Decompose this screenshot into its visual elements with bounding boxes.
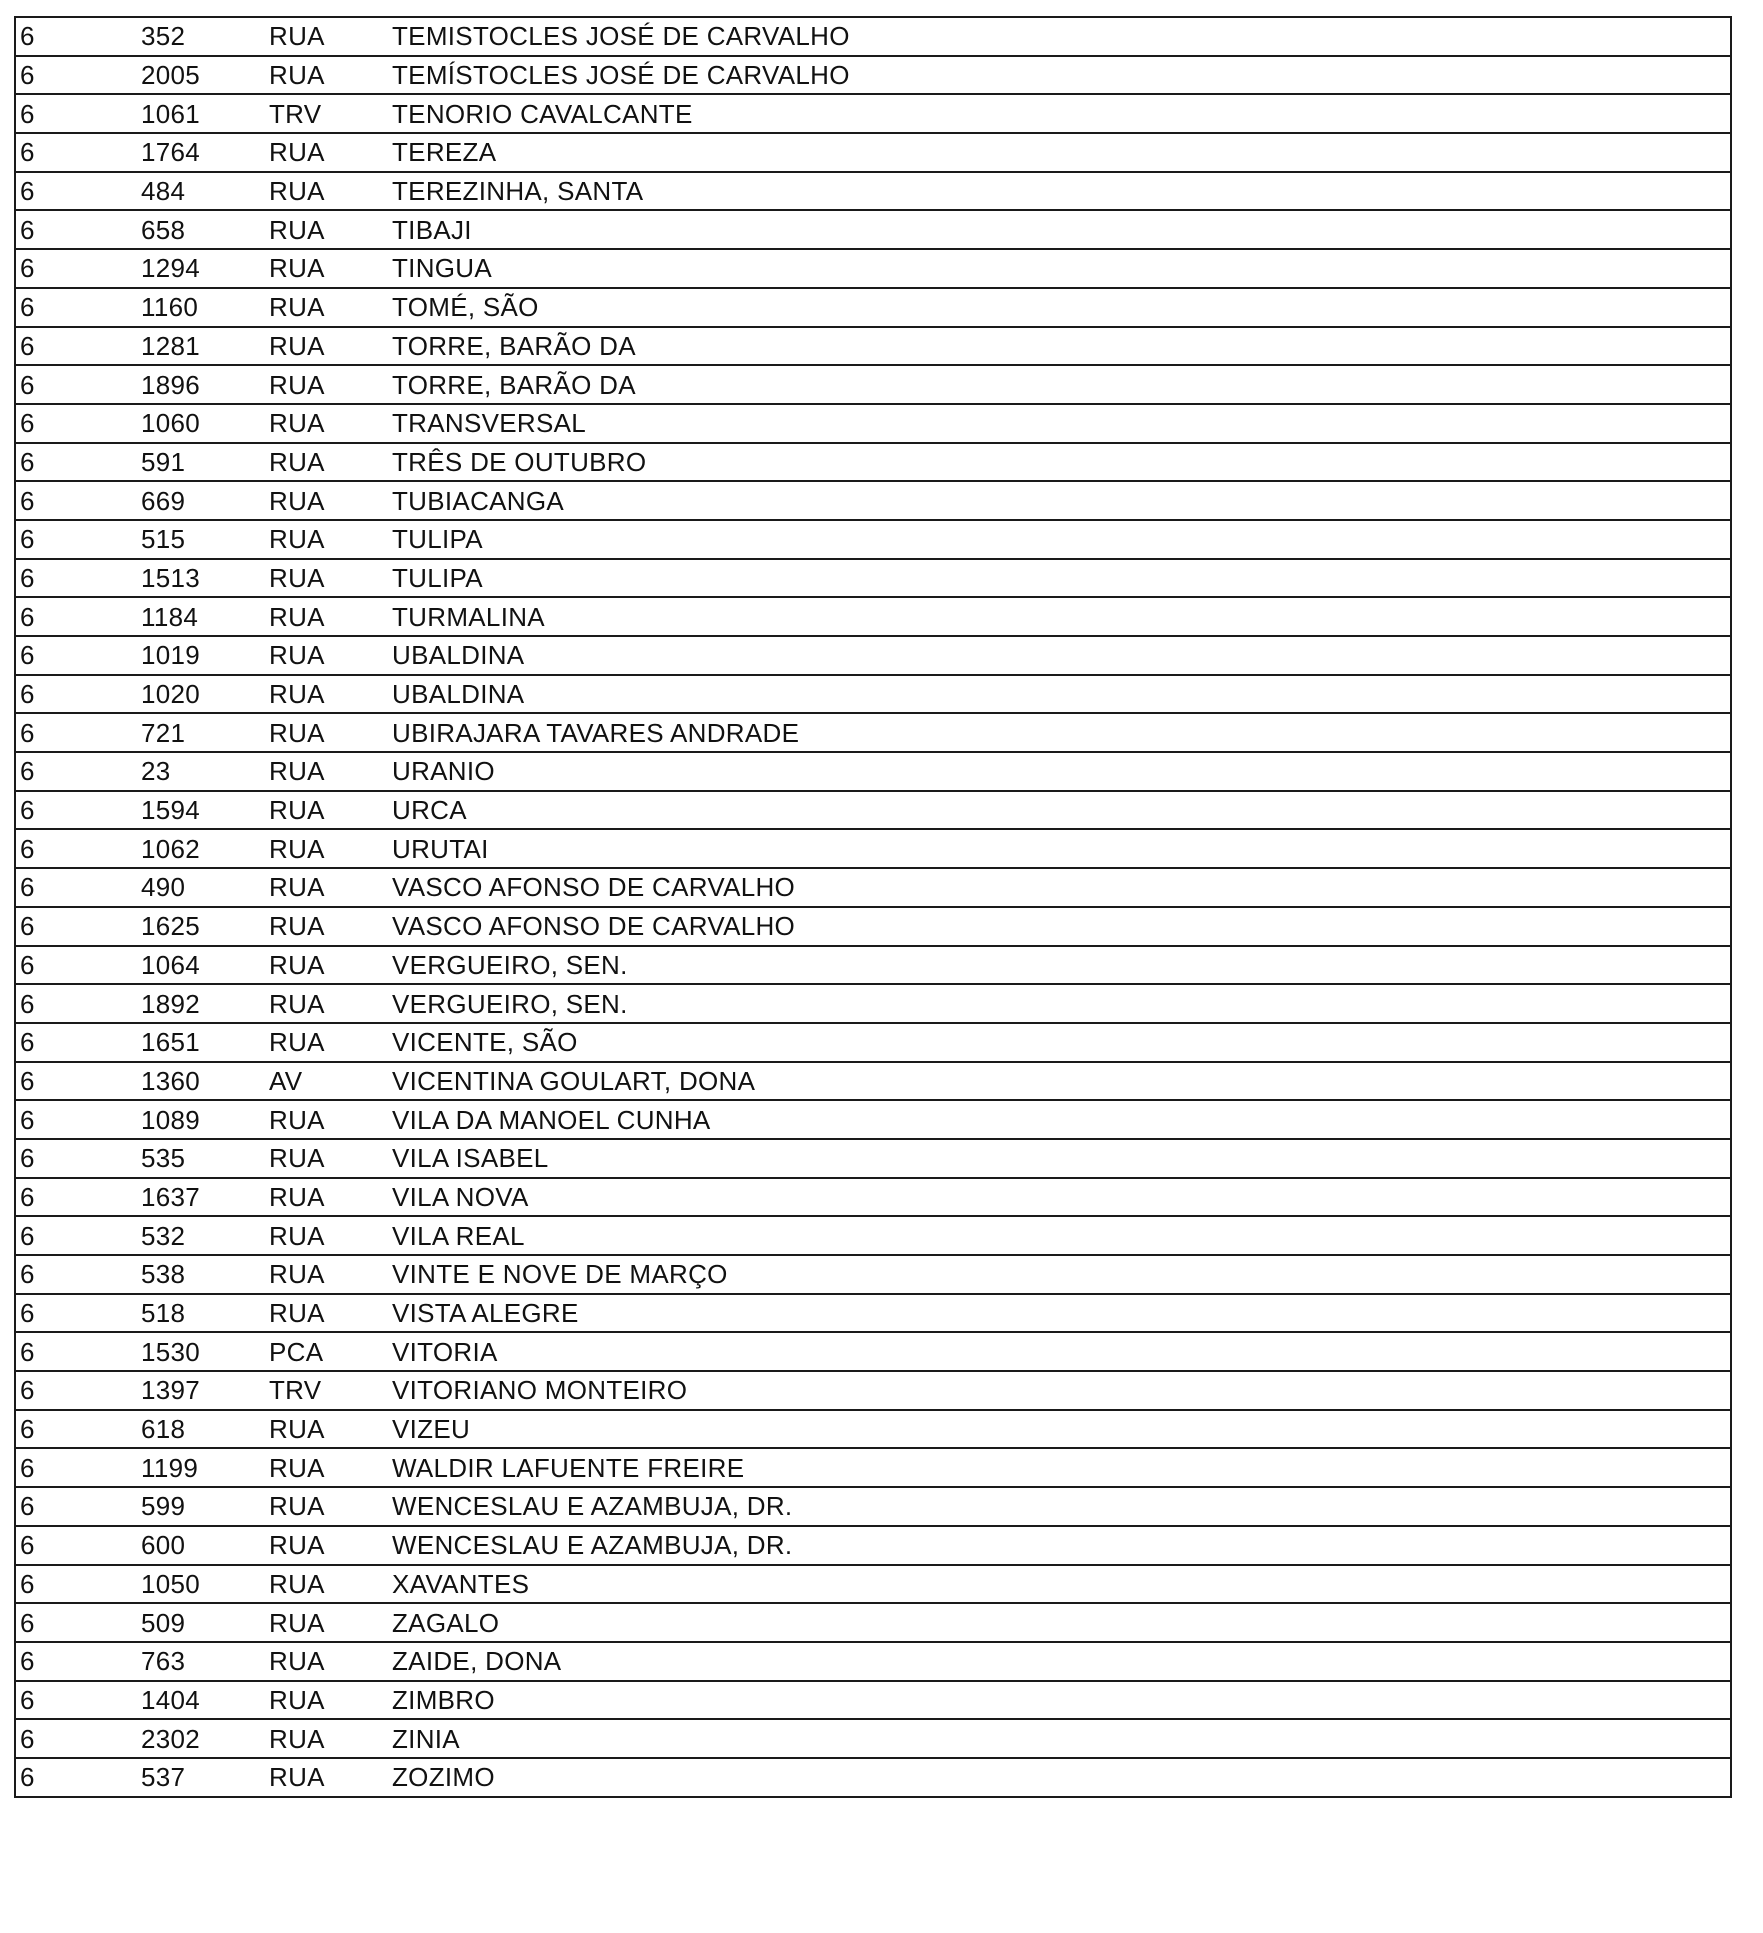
name-cell: WENCESLAU E AZAMBUJA, DR.	[392, 1491, 793, 1522]
name-cell: VICENTE, SÃO	[392, 1027, 578, 1058]
code-cell: 518	[141, 1298, 186, 1329]
type-cell: RUA	[269, 911, 325, 942]
code-cell: 23	[141, 756, 171, 787]
table-row	[16, 714, 1730, 753]
type-cell: RUA	[269, 21, 325, 52]
code-cell: 1404	[141, 1684, 201, 1715]
name-cell: VINTE E NOVE DE MARÇO	[392, 1259, 728, 1290]
name-cell: VERGUEIRO, SEN.	[392, 988, 628, 1019]
code-cell: 537	[141, 1762, 186, 1793]
type-cell: RUA	[269, 1104, 325, 1135]
table-row	[16, 1063, 1730, 1102]
table-row	[16, 1488, 1730, 1527]
name-cell: TEMISTOCLES JOSÉ DE CARVALHO	[392, 21, 850, 52]
code-cell: 352	[141, 21, 186, 52]
code-cell: 1764	[141, 137, 201, 168]
code-cell: 515	[141, 524, 186, 555]
table-row	[16, 211, 1730, 250]
name-cell: TUBIACANGA	[392, 485, 565, 516]
type-cell: RUA	[269, 1452, 325, 1483]
table-row	[16, 792, 1730, 831]
code-cell: 1050	[141, 1568, 201, 1599]
type-cell: RUA	[269, 833, 325, 864]
type-cell: RUA	[269, 253, 325, 284]
zone-cell: 6	[20, 1143, 35, 1174]
type-cell: RUA	[269, 795, 325, 826]
table-row	[16, 869, 1730, 908]
zone-cell: 6	[20, 1027, 35, 1058]
code-cell: 1064	[141, 949, 201, 980]
type-cell: RUA	[269, 1646, 325, 1677]
name-cell: VITORIA	[392, 1336, 498, 1367]
type-cell: RUA	[269, 1762, 325, 1793]
table-row	[16, 57, 1730, 96]
code-cell: 763	[141, 1646, 186, 1677]
table-row	[16, 1140, 1730, 1179]
name-cell: ZAGALO	[392, 1607, 500, 1638]
type-cell: RUA	[269, 1298, 325, 1329]
table-row	[16, 598, 1730, 637]
name-cell: VERGUEIRO, SEN.	[392, 949, 628, 980]
code-cell: 490	[141, 872, 186, 903]
code-cell: 535	[141, 1143, 186, 1174]
code-cell: 1019	[141, 640, 201, 671]
zone-cell: 6	[20, 1491, 35, 1522]
zone-cell: 6	[20, 1181, 35, 1212]
table-row	[16, 560, 1730, 599]
name-cell: TEREZA	[392, 137, 497, 168]
code-cell: 600	[141, 1530, 186, 1561]
zone-cell: 6	[20, 1530, 35, 1561]
zone-cell: 6	[20, 1684, 35, 1715]
table-row	[16, 676, 1730, 715]
zone-cell: 6	[20, 1568, 35, 1599]
table-row	[16, 173, 1730, 212]
zone-cell: 6	[20, 1646, 35, 1677]
table-row	[16, 250, 1730, 289]
type-cell: RUA	[269, 1723, 325, 1754]
type-cell: RUA	[269, 1568, 325, 1599]
name-cell: TORRE, BARÃO DA	[392, 330, 636, 361]
zone-cell: 6	[20, 872, 35, 903]
code-cell: 1360	[141, 1065, 201, 1096]
table-row	[16, 482, 1730, 521]
zone-cell: 6	[20, 1065, 35, 1096]
zone-cell: 6	[20, 640, 35, 671]
type-cell: RUA	[269, 60, 325, 91]
zone-cell: 6	[20, 1607, 35, 1638]
table-row	[16, 908, 1730, 947]
type-cell: RUA	[269, 1684, 325, 1715]
table-row	[16, 1179, 1730, 1218]
table-row	[16, 134, 1730, 173]
code-cell: 1651	[141, 1027, 201, 1058]
code-cell: 509	[141, 1607, 186, 1638]
zone-cell: 6	[20, 292, 35, 323]
code-cell: 1160	[141, 292, 199, 323]
code-cell: 1020	[141, 679, 201, 710]
type-cell: RUA	[269, 408, 325, 439]
zone-cell: 6	[20, 524, 35, 555]
code-cell: 484	[141, 176, 186, 207]
name-cell: TURMALINA	[392, 601, 545, 632]
table-row	[16, 947, 1730, 986]
name-cell: TOMÉ, SÃO	[392, 292, 539, 323]
type-cell: RUA	[269, 330, 325, 361]
table-row	[16, 444, 1730, 483]
table-row	[16, 405, 1730, 444]
table-row	[16, 1372, 1730, 1411]
table-row	[16, 1720, 1730, 1759]
zone-cell: 6	[20, 562, 35, 593]
code-cell: 1896	[141, 369, 201, 400]
type-cell: RUA	[269, 1491, 325, 1522]
code-cell: 538	[141, 1259, 186, 1290]
zone-cell: 6	[20, 1104, 35, 1135]
table-row	[16, 1333, 1730, 1372]
zone-cell: 6	[20, 485, 35, 516]
type-cell: RUA	[269, 1027, 325, 1058]
code-cell: 669	[141, 485, 186, 516]
type-cell: RUA	[269, 1607, 325, 1638]
type-cell: RUA	[269, 1181, 325, 1212]
name-cell: ZAIDE, DONA	[392, 1646, 562, 1677]
code-cell: 1184	[141, 601, 199, 632]
table-row	[16, 1759, 1730, 1798]
table-row	[16, 1566, 1730, 1605]
code-cell: 1530	[141, 1336, 201, 1367]
name-cell: VITORIANO MONTEIRO	[392, 1375, 688, 1406]
code-cell: 1513	[141, 562, 201, 593]
type-cell: RUA	[269, 137, 325, 168]
table-row	[16, 328, 1730, 367]
zone-cell: 6	[20, 756, 35, 787]
zone-cell: 6	[20, 949, 35, 980]
type-cell: RUA	[269, 1220, 325, 1251]
type-cell: RUA	[269, 717, 325, 748]
table-row	[16, 1217, 1730, 1256]
street-list-table	[14, 16, 1732, 1798]
code-cell: 1089	[141, 1104, 201, 1135]
name-cell: TENORIO CAVALCANTE	[392, 98, 693, 129]
table-row	[16, 1604, 1730, 1643]
table-row	[16, 366, 1730, 405]
type-cell: AV	[269, 1065, 303, 1096]
name-cell: TORRE, BARÃO DA	[392, 369, 636, 400]
table-row	[16, 18, 1730, 57]
zone-cell: 6	[20, 137, 35, 168]
zone-cell: 6	[20, 795, 35, 826]
zone-cell: 6	[20, 21, 35, 52]
zone-cell: 6	[20, 214, 35, 245]
table-row	[16, 95, 1730, 134]
name-cell: ZIMBRO	[392, 1684, 495, 1715]
code-cell: 618	[141, 1414, 186, 1445]
type-cell: RUA	[269, 872, 325, 903]
type-cell: RUA	[269, 292, 325, 323]
code-cell: 591	[141, 446, 186, 477]
name-cell: VILA DA MANOEL CUNHA	[392, 1104, 711, 1135]
name-cell: ZINIA	[392, 1723, 460, 1754]
name-cell: VILA ISABEL	[392, 1143, 549, 1174]
type-cell: RUA	[269, 524, 325, 555]
table-row	[16, 637, 1730, 676]
type-cell: RUA	[269, 1143, 325, 1174]
zone-cell: 6	[20, 833, 35, 864]
type-cell: RUA	[269, 988, 325, 1019]
zone-cell: 6	[20, 1259, 35, 1290]
code-cell: 2302	[141, 1723, 201, 1754]
name-cell: UBALDINA	[392, 640, 525, 671]
zone-cell: 6	[20, 1762, 35, 1793]
zone-cell: 6	[20, 1414, 35, 1445]
zone-cell: 6	[20, 1452, 35, 1483]
code-cell: 1281	[141, 330, 201, 361]
name-cell: WALDIR LAFUENTE FREIRE	[392, 1452, 745, 1483]
code-cell: 1625	[141, 911, 201, 942]
code-cell: 1294	[141, 253, 201, 284]
name-cell: VASCO AFONSO DE CARVALHO	[392, 872, 796, 903]
zone-cell: 6	[20, 1375, 35, 1406]
table-row	[16, 1411, 1730, 1450]
name-cell: TRANSVERSAL	[392, 408, 587, 439]
zone-cell: 6	[20, 60, 35, 91]
code-cell: 721	[141, 717, 186, 748]
name-cell: VILA REAL	[392, 1220, 525, 1251]
type-cell: RUA	[269, 485, 325, 516]
zone-cell: 6	[20, 176, 35, 207]
code-cell: 2005	[141, 60, 201, 91]
type-cell: RUA	[269, 369, 325, 400]
name-cell: WENCESLAU E AZAMBUJA, DR.	[392, 1530, 793, 1561]
table-row	[16, 830, 1730, 869]
zone-cell: 6	[20, 911, 35, 942]
table-row	[16, 1256, 1730, 1295]
name-cell: VASCO AFONSO DE CARVALHO	[392, 911, 796, 942]
table-row	[16, 1449, 1730, 1488]
table-row	[16, 753, 1730, 792]
zone-cell: 6	[20, 679, 35, 710]
type-cell: TRV	[269, 98, 322, 129]
name-cell: TEMÍSTOCLES JOSÉ DE CARVALHO	[392, 60, 850, 91]
name-cell: UBIRAJARA TAVARES ANDRADE	[392, 717, 800, 748]
name-cell: VIZEU	[392, 1414, 471, 1445]
table-row	[16, 289, 1730, 328]
type-cell: PCA	[269, 1336, 324, 1367]
name-cell: VISTA ALEGRE	[392, 1298, 579, 1329]
code-cell: 1061	[141, 98, 201, 129]
name-cell: TULIPA	[392, 524, 483, 555]
code-cell: 1060	[141, 408, 201, 439]
type-cell: RUA	[269, 214, 325, 245]
zone-cell: 6	[20, 330, 35, 361]
zone-cell: 6	[20, 98, 35, 129]
code-cell: 599	[141, 1491, 186, 1522]
zone-cell: 6	[20, 601, 35, 632]
code-cell: 1892	[141, 988, 201, 1019]
table-row	[16, 985, 1730, 1024]
code-cell: 1199	[141, 1452, 199, 1483]
name-cell: TEREZINHA, SANTA	[392, 176, 644, 207]
table-row	[16, 1101, 1730, 1140]
code-cell: 1594	[141, 795, 201, 826]
type-cell: RUA	[269, 1259, 325, 1290]
code-cell: 532	[141, 1220, 186, 1251]
zone-cell: 6	[20, 408, 35, 439]
table-row	[16, 521, 1730, 560]
type-cell: RUA	[269, 949, 325, 980]
name-cell: UBALDINA	[392, 679, 525, 710]
name-cell: URCA	[392, 795, 467, 826]
type-cell: TRV	[269, 1375, 322, 1406]
type-cell: RUA	[269, 640, 325, 671]
name-cell: XAVANTES	[392, 1568, 530, 1599]
table-row	[16, 1295, 1730, 1334]
table-row	[16, 1527, 1730, 1566]
table-row	[16, 1682, 1730, 1721]
table-row	[16, 1024, 1730, 1063]
code-cell: 1397	[141, 1375, 201, 1406]
type-cell: RUA	[269, 756, 325, 787]
zone-cell: 6	[20, 1336, 35, 1367]
type-cell: RUA	[269, 1414, 325, 1445]
type-cell: RUA	[269, 679, 325, 710]
table-row	[16, 1643, 1730, 1682]
name-cell: ZOZIMO	[392, 1762, 495, 1793]
name-cell: TINGUA	[392, 253, 493, 284]
type-cell: RUA	[269, 1530, 325, 1561]
zone-cell: 6	[20, 717, 35, 748]
name-cell: TRÊS DE OUTUBRO	[392, 446, 647, 477]
name-cell: VILA NOVA	[392, 1181, 529, 1212]
type-cell: RUA	[269, 446, 325, 477]
type-cell: RUA	[269, 176, 325, 207]
name-cell: TULIPA	[392, 562, 483, 593]
zone-cell: 6	[20, 253, 35, 284]
zone-cell: 6	[20, 988, 35, 1019]
type-cell: RUA	[269, 601, 325, 632]
code-cell: 658	[141, 214, 186, 245]
name-cell: TIBAJI	[392, 214, 472, 245]
zone-cell: 6	[20, 369, 35, 400]
code-cell: 1637	[141, 1181, 201, 1212]
name-cell: URANIO	[392, 756, 495, 787]
zone-cell: 6	[20, 1220, 35, 1251]
type-cell: RUA	[269, 562, 325, 593]
name-cell: URUTAI	[392, 833, 489, 864]
zone-cell: 6	[20, 446, 35, 477]
name-cell: VICENTINA GOULART, DONA	[392, 1065, 756, 1096]
code-cell: 1062	[141, 833, 201, 864]
zone-cell: 6	[20, 1723, 35, 1754]
zone-cell: 6	[20, 1298, 35, 1329]
